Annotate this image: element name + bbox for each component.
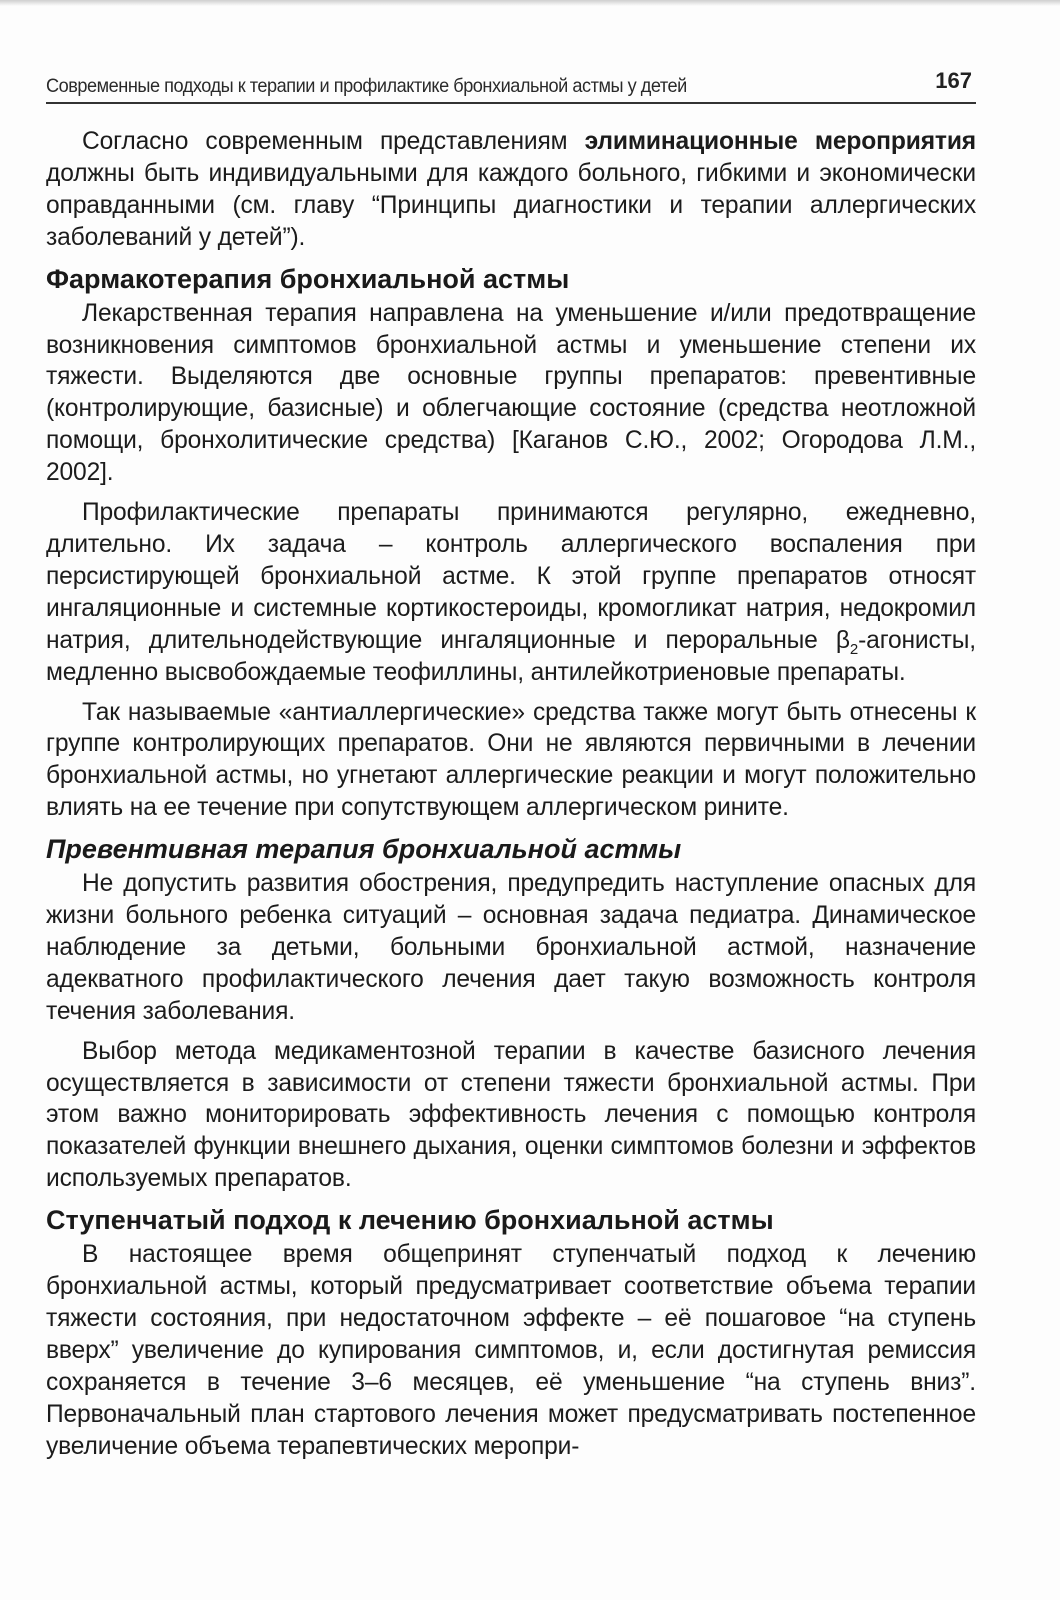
paragraph-pediatrician-task: Не допустить развития обострения, предупредить наступление опасных для жизни больного ребенка ситуаций – основная задача педиатра. Динамическое наблюдение за детьми, больными бронхиальной астмой, назначение адекватного профилактического лечения дает такую возможность контроля течения заболевания.	[46, 870, 976, 1025]
page-content	[46, 126, 976, 1471]
intro-text-end: должны быть индивидуальными для каждого больного, гибкими и экономически оправданными (см. главу “Принципы диагностики и терапии аллергических заболеваний у детей”).	[46, 159, 976, 251]
running-title: Современные подходы к терапии и профилактике бронхиальной астмы у детей	[46, 75, 687, 97]
paragraph-stepwise: В настоящее время общепринят ступенчатый подход к лечению бронхиальной астмы, который предусматривает соответствие объема терапии тяжести состояния, при недостаточном эффекте – её пошаговое “на ступень вверх” увеличение до купирования симптомов, и, если достигнутая ремиссия сохраняется в течение 3–6 месяцев, её уменьшение “на ступень вниз”. Первоначальный план стартового лечения может предусматривать постепенное увеличение объема терапевтических меропри-	[46, 1241, 976, 1460]
paragraph-drug-therapy: Лекарственная терапия направлена на уменьшение и/или предотвращение возникновения симптомов бронхиальной астмы и уменьшение степени их тяжести. Выделяются две основные группы препаратов: превентивные (контролирующие, базисные) и облегчающие состояние (средства неотложной помощи, бронхолитические средства) [Каганов С.Ю., 2002; Огородова Л.М., 2002].	[46, 299, 976, 487]
beta-subscript: 2	[849, 640, 859, 658]
running-header	[46, 70, 976, 104]
intro-bold-term: элиминационные мероприятия	[584, 128, 976, 155]
paragraph-preventive-drugs	[46, 497, 976, 688]
paragraph-method-choice: Выбор метода медикаментозной терапии в качестве базисного лечения осуществляется в зависимости от степени тяжести бронхиальной астмы. При этом важно мониторировать эффективность лечения с помощью контроля показателей функции внешнего дыхания, оценки симптомов болезни и эффектов используемых препаратов.	[46, 1037, 976, 1193]
heading-stepwise-approach: Ступенчатый подход к лечению бронхиальной астмы	[46, 1205, 774, 1236]
preventive-drugs-text-end: -агонисты, медленно высвобождаемые теофиллины, антилейкотриеновые препараты.	[46, 626, 976, 686]
intro-paragraph	[46, 126, 976, 254]
page-number: 167	[935, 68, 972, 93]
heading-pharmacotherapy: Фармакотерапия бронхиальной астмы	[46, 263, 570, 294]
page-top-edge	[0, 0, 1060, 6]
intro-text-start: Согласно современным представлениям	[82, 128, 585, 155]
heading-preventive-therapy: Превентивная терапия бронхиальной астмы	[46, 834, 682, 865]
paragraph-antiallergic: Так называемые «антиаллергические» средства также могут быть отнесены к группе контролирующих препаратов. Они не являются первичными в лечении бронхиальной астмы, но угнетают аллергические реакции и могут положительно влиять на ее течение при сопутствующем аллергическом рините.	[46, 698, 976, 822]
preventive-drugs-text-start: Профилактические препараты принимаются регулярно, ежедневно, длительно. Их задача – контроль аллергического воспаления при персистирующей бронхиальной астме. К этой группе препаратов относят ингаляционные и системные кортикостероиды, кромогликат натрия, недокромил натрия, длительнодействующие ингаляционные и пероральные β	[46, 499, 976, 654]
